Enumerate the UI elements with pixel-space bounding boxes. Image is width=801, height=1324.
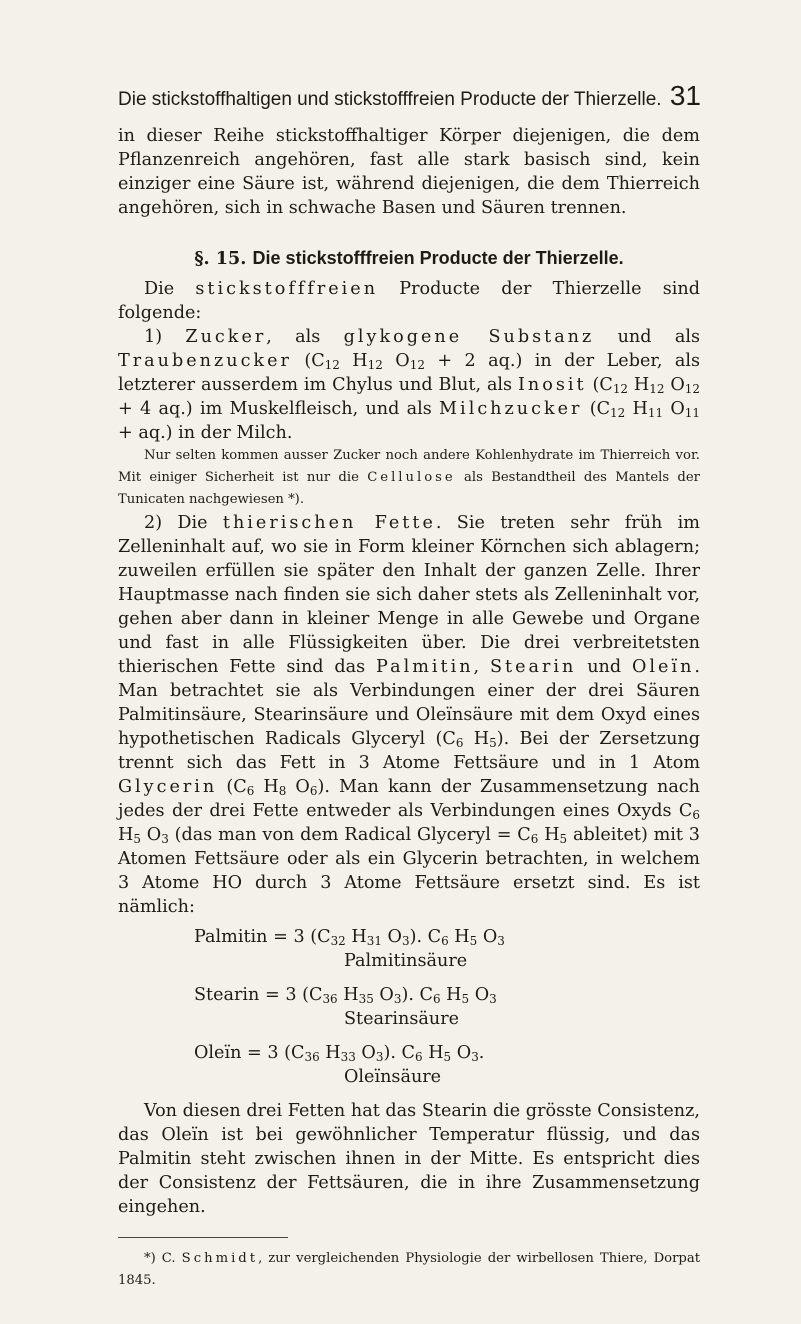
footnote-rule	[118, 1237, 288, 1238]
s: 11	[684, 405, 700, 420]
s: 6	[309, 783, 318, 798]
s: 3	[393, 991, 402, 1006]
t: als Bestandtheil des Mantels der Tunicaten nachgewiesen *).	[118, 470, 700, 507]
s: 31	[366, 933, 382, 948]
t: H	[625, 399, 648, 419]
t: ). C	[401, 985, 433, 1005]
s: 3	[497, 933, 505, 948]
formula-sublabel: Stearinsäure	[344, 1009, 460, 1029]
s: 32	[330, 933, 346, 948]
t: und	[576, 657, 632, 677]
s: 6	[432, 991, 441, 1006]
s: 3	[375, 1049, 384, 1064]
t: Oleïn	[194, 1043, 242, 1063]
t: O	[286, 777, 310, 797]
s: 6	[246, 783, 255, 798]
text: Die	[144, 279, 196, 299]
t: O	[664, 375, 685, 395]
t: H	[463, 729, 490, 749]
t: Schmidt	[181, 1251, 259, 1266]
paragraph-continued: in dieser Reihe stickstoffhaltiger Körper diejenigen, die dem Pflanzenreich angehören, fast alle stark basisch sind, kein einziger eine Säure ist, während diejenigen, die dem Thierreich angehören, sich in schwache Basen und Säuren trennen.	[118, 126, 700, 218]
running-header	[118, 80, 701, 112]
t: O	[382, 351, 410, 371]
s: 3	[471, 1049, 479, 1064]
s: 12	[684, 381, 701, 396]
item-2-fette	[118, 511, 700, 919]
s: 36	[322, 991, 338, 1006]
t: O	[381, 927, 402, 947]
t: O	[469, 985, 490, 1005]
t: Stearin	[194, 985, 260, 1005]
t: O	[373, 985, 394, 1005]
t: Stearin	[489, 657, 577, 677]
t: und als	[594, 327, 700, 347]
s: 6	[455, 735, 464, 750]
t: + aq.) in der Milch.	[118, 423, 293, 443]
t: ableitet) mit 3 Atomen Fettsäure oder als ein Glycerin betrachten, in welchem 3 Atome HO durch 3 Atome Fettsäure ersetzt sind. Es ist nämlich:	[118, 825, 701, 917]
t: thierischen Fette	[222, 513, 436, 533]
t: (C	[217, 777, 247, 797]
t: ,	[473, 657, 490, 677]
t: O	[477, 927, 498, 947]
t: H	[440, 985, 462, 1005]
t: , als	[266, 327, 344, 347]
t: ). Man kann der Zusammensetzung nach jedes der drei Fette entweder als Verbindungen eines Oxyds C	[118, 777, 700, 821]
s: 5	[133, 831, 141, 846]
s: 5	[559, 831, 568, 846]
t: (C	[586, 375, 613, 395]
t: Zucker	[185, 327, 267, 347]
t: H	[339, 351, 368, 371]
t: H	[422, 1043, 444, 1063]
t: H	[337, 985, 359, 1005]
t: + 4 aq.) im Muskelfleisch, und als	[118, 399, 440, 419]
s: 11	[647, 405, 664, 420]
s: 35	[358, 991, 374, 1006]
t: 2) Die	[144, 513, 223, 533]
t: 1)	[144, 327, 186, 347]
t: . Man betrachtet sie als Verbindungen einer der drei Säuren Palmitinsäure, Stearinsäure und Oleïnsäure mit dem Oxyd eines hypothetischen Radicals Glyceryl (C	[118, 657, 701, 749]
t: Inosit	[517, 375, 587, 395]
text: Producte der Thierzelle sind folgende:	[118, 279, 700, 323]
t: = 3 (C	[267, 927, 331, 947]
formula-olein	[118, 1041, 700, 1089]
page-body	[118, 124, 700, 1292]
s: 3	[401, 933, 410, 948]
t: = 3 (C	[259, 985, 323, 1005]
formula-sublabel: Palmitinsäure	[344, 951, 468, 971]
formula-stearin	[118, 983, 700, 1031]
formula-sublabel: Oleïnsäure	[344, 1067, 442, 1087]
t: ). C	[409, 927, 442, 947]
text-spaced: stickstofffreien	[195, 279, 379, 299]
page-number: 31	[669, 80, 701, 111]
s: 5	[461, 991, 470, 1006]
t: H	[538, 825, 560, 845]
t: H	[254, 777, 279, 797]
section-heading	[118, 246, 700, 271]
t: ). Bei der Zersetzung trennt sich das Fett in 3 Atome Fettsäure und in 1 Atom	[118, 729, 701, 773]
footnote	[118, 1248, 700, 1292]
s: 6	[530, 831, 539, 846]
s: 12	[367, 357, 383, 372]
s: 12	[610, 405, 626, 420]
small-note	[118, 445, 700, 511]
t: ). C	[383, 1043, 415, 1063]
t: .	[478, 1043, 485, 1063]
s: 6	[415, 1049, 423, 1064]
t: Palmitin	[376, 657, 474, 677]
s: 12	[409, 357, 425, 372]
t: H	[118, 825, 134, 845]
s: 12	[324, 357, 340, 372]
t: = 3 (C	[241, 1043, 305, 1063]
t: Glycerin	[118, 777, 218, 797]
intro-paragraph	[118, 277, 700, 325]
s: 36	[304, 1049, 320, 1064]
t: (C	[291, 351, 325, 371]
t: O	[355, 1043, 376, 1063]
t: Traubenzucker	[118, 351, 292, 371]
t: O	[451, 1043, 472, 1063]
t: O	[663, 399, 685, 419]
s: 5	[443, 1049, 452, 1064]
s: 33	[340, 1049, 356, 1064]
formula-palmitin	[118, 925, 700, 973]
t: Cellulose	[367, 470, 456, 485]
item-1-zucker	[118, 325, 700, 445]
s: 12	[612, 381, 629, 396]
t: Oleïn	[632, 657, 695, 677]
s: 3	[489, 991, 497, 1006]
header-title: Die stickstoffhaltigen und stickstofffreien Producte der Thierzelle.	[118, 89, 662, 110]
t: (C	[582, 399, 611, 419]
t: H	[628, 375, 650, 395]
t: , zur vergleichenden Physiologie der wirbellosen Thiere, Dorpat 1845.	[118, 1251, 700, 1288]
s: 5	[489, 735, 497, 750]
t: H	[319, 1043, 341, 1063]
section-title: Die stickstofffreien Producte der Thierzelle.	[252, 248, 624, 268]
s: 12	[649, 381, 665, 396]
t: . Sie treten sehr früh im Zelleninhalt auf, wo sie in Form kleiner Körnchen sich ablagern; zuweilen erfüllen sie später den Inhalt der ganzen Zelle. Ihrer Hauptmasse nach finden sie sich daher stets als Zelleninhalt vor, gehen aber dann in kleiner Menge in alle Gewebe und Organe und fast in alle Flüssigkeiten über. Die drei verbreitetsten thierischen Fette sind das	[118, 513, 700, 677]
t: H	[345, 927, 367, 947]
t: Palmitin	[194, 927, 268, 947]
t: + 2 aq.) in der Leber, als letzterer ausserdem im Chylus und Blut, als	[118, 351, 700, 395]
s: 6	[441, 933, 449, 948]
closing-paragraph: Von diesen drei Fetten hat das Stearin die grösste Consistenz, das Oleïn ist bei gewöhnlicher Temperatur flüssig, und das Palmitin steht zwischen ihnen in der Mitte. Es entspricht dies der Consistenz der Fettsäuren, die in ihre Zusammensetzung eingehen.	[118, 1101, 700, 1217]
t: Milchzucker	[439, 399, 583, 419]
t: H	[448, 927, 470, 947]
s: 5	[469, 933, 478, 948]
t: Nur selten kommen ausser Zucker noch andere Kohlenhydrate im Thierreich vor. Mit einiger Sicherheit ist nur die	[118, 448, 700, 485]
t: (das man von dem Radical Glyceryl = C	[168, 825, 531, 845]
t: glykogene Substanz	[343, 327, 595, 347]
section-number: §. 15.	[194, 248, 247, 269]
t: *) C.	[144, 1251, 182, 1266]
s: 3	[161, 831, 169, 846]
s: 8	[278, 783, 287, 798]
t: O	[140, 825, 162, 845]
s: 6	[692, 807, 700, 822]
